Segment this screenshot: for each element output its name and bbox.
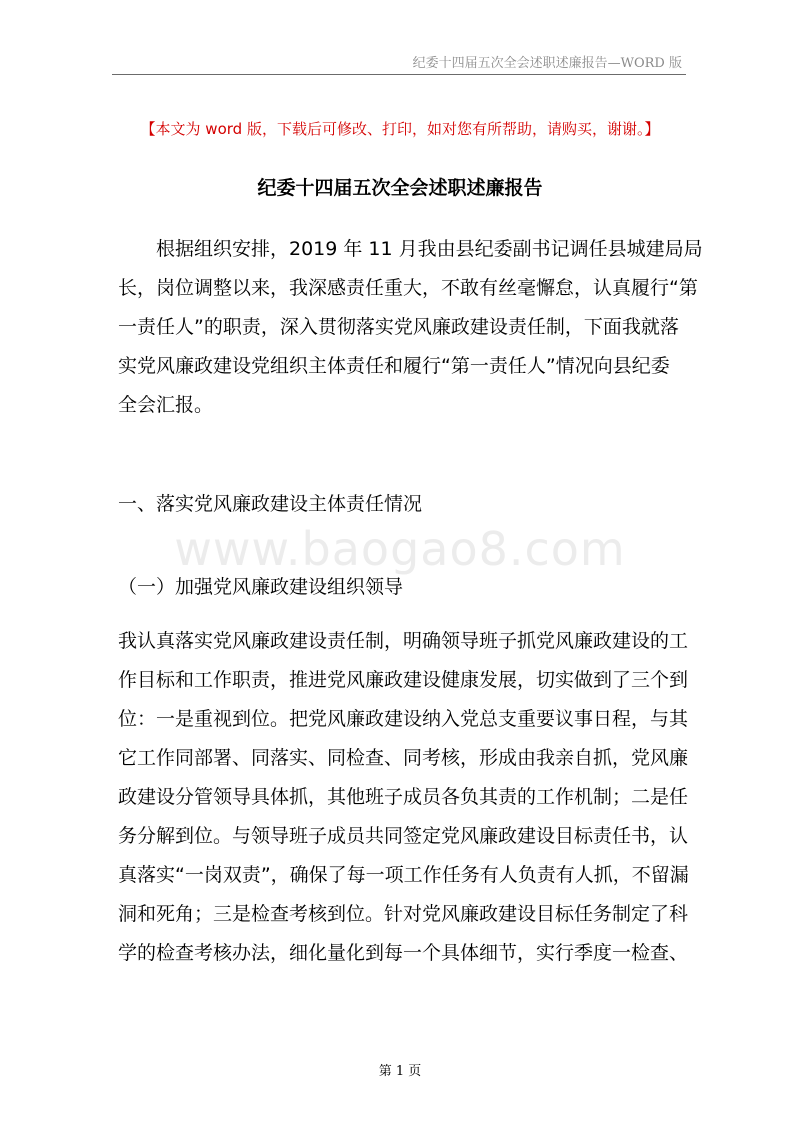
- header-divider: [112, 74, 686, 75]
- intro-paragraph: [118, 230, 703, 425]
- text-line: 它工作同部署、同落实、同检查、同考核，形成由我亲自抓，党风廉: [118, 747, 689, 769]
- text-line: 洞和死角；三是检查考核到位。针对党风廉政建设目标任务制定了科: [118, 903, 689, 925]
- text-line: 位：一是重视到位。把党风廉政建设纳入党总支重要议事日程，与其: [118, 708, 689, 730]
- text-line: 长，岗位调整以来，我深感责任重大，不敢有丝毫懈怠，认真履行“第: [118, 277, 698, 299]
- document-title: 纪委十四届五次全会述职述廉报告: [257, 177, 543, 199]
- text-line: 政建设分管领导具体抓，其他班子成员各负其责的工作机制；二是任: [118, 786, 689, 808]
- text-line: 真落实“一岗双责”，确保了每一项工作任务有人负责有人抓，不留漏: [118, 864, 689, 886]
- text-line: 根据组织安排，2019 年 11 月我由县纪委副书记调任县城建局局: [118, 238, 703, 260]
- watermark: www.baogao8.com: [174, 522, 626, 576]
- text-line: 作目标和工作职责，推进党风廉政建设健康发展，切实做到了三个到: [118, 669, 689, 691]
- body-paragraph: [118, 622, 689, 973]
- page-number: 第 1 页: [378, 1064, 422, 1079]
- page-header: 纪委十四届五次全会述职述廉报告—WORD 版: [412, 56, 682, 71]
- text-line: 学的检查考核办法，细化量化到每一个具体细节，实行季度一检查、: [118, 942, 689, 964]
- text-line: 全会汇报。: [118, 394, 214, 416]
- text-line: 务分解到位。与领导班子成员共同签定党风廉政建设目标责任书，认: [118, 825, 689, 847]
- text-line: 一责任人”的职责，深入贯彻落实党风廉政建设责任制，下面我就落: [118, 316, 679, 338]
- subsection-heading: （一）加强党风廉政建设组织领导: [118, 576, 404, 598]
- purchase-notice: 【本文为 word 版，下载后可修改、打印，如对您有所帮助，请购买，谢谢。】: [140, 120, 660, 138]
- text-line: 实党风廉政建设党组织主体责任和履行“第一责任人”情况向县纪委: [118, 355, 670, 377]
- section-heading: 一、落实党风廉政建设主体责任情况: [118, 493, 423, 515]
- text-line: 我认真落实党风廉政建设责任制，明确领导班子抓党风廉政建设的工: [118, 630, 689, 652]
